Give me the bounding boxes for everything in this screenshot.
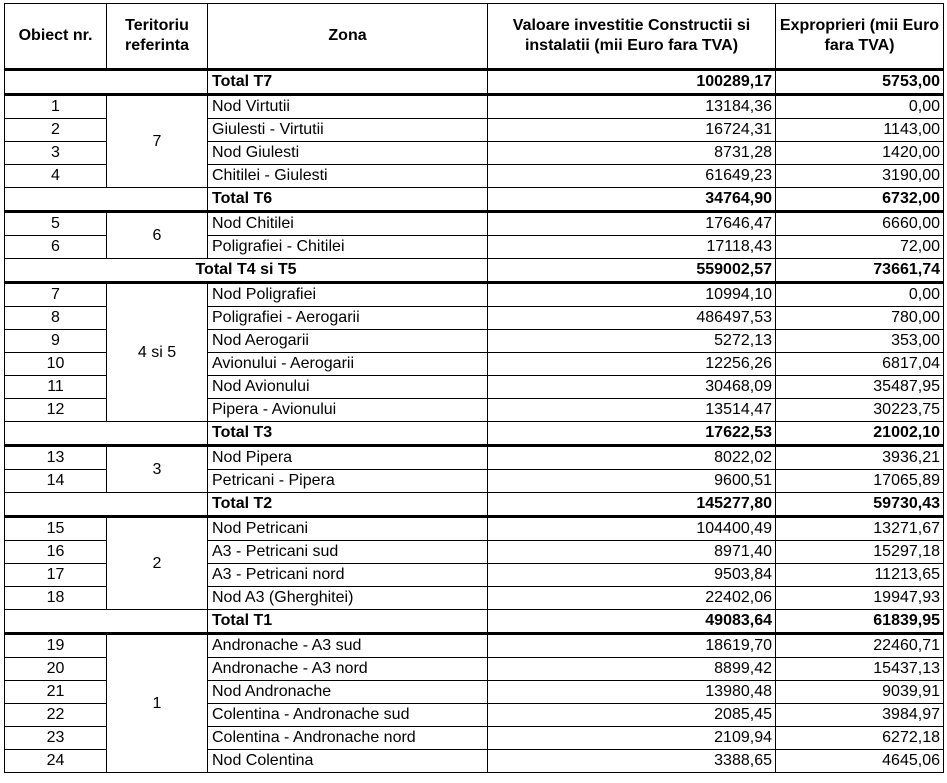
table-row xyxy=(5,634,944,658)
total-label: Total T1 xyxy=(208,610,488,634)
exproprieri-cell: 15297,18 xyxy=(776,541,944,564)
zona-cell: Nod Petricani xyxy=(208,517,488,541)
valoare-cell: 8731,28 xyxy=(488,142,776,165)
zona-cell: Nod Poligrafiei xyxy=(208,283,488,307)
zona-cell: Pipera - Avionului xyxy=(208,399,488,422)
obiect-nr: 21 xyxy=(5,681,107,704)
total-spacer xyxy=(5,422,208,446)
header-obiect: Obiect nr. xyxy=(5,4,107,70)
valoare-cell: 3388,65 xyxy=(488,750,776,773)
table-body xyxy=(5,70,944,773)
table-row xyxy=(5,446,944,470)
valoare-cell: 2085,45 xyxy=(488,704,776,727)
valoare-cell: 2109,94 xyxy=(488,727,776,750)
total-exproprieri: 61839,95 xyxy=(776,610,944,634)
obiect-nr: 14 xyxy=(5,470,107,493)
obiect-nr: 22 xyxy=(5,704,107,727)
header-exproprieri: Exproprieri (mii Euro fara TVA) xyxy=(776,4,944,70)
valoare-cell: 18619,70 xyxy=(488,634,776,658)
total-row xyxy=(5,259,944,283)
teritoriu-cell: 3 xyxy=(107,446,208,493)
total-valoare: 34764,90 xyxy=(488,188,776,212)
teritoriu-cell: 2 xyxy=(107,517,208,610)
header-row xyxy=(5,4,944,70)
teritoriu-cell: 7 xyxy=(107,95,208,188)
total-exproprieri: 73661,74 xyxy=(776,259,944,283)
zona-cell: Andronache - A3 nord xyxy=(208,658,488,681)
valoare-cell: 61649,23 xyxy=(488,165,776,188)
obiect-nr: 4 xyxy=(5,165,107,188)
zona-cell: Colentina - Andronache nord xyxy=(208,727,488,750)
exproprieri-cell: 353,00 xyxy=(776,330,944,353)
total-valoare: 559002,57 xyxy=(488,259,776,283)
total-label: Total T4 si T5 xyxy=(5,259,488,283)
exproprieri-cell: 0,00 xyxy=(776,283,944,307)
exproprieri-cell: 3984,97 xyxy=(776,704,944,727)
zona-cell: Nod Andronache xyxy=(208,681,488,704)
zona-cell: Chitilei - Giulesti xyxy=(208,165,488,188)
teritoriu-cell: 4 si 5 xyxy=(107,283,208,422)
teritoriu-cell: 1 xyxy=(107,634,208,773)
obiect-nr: 15 xyxy=(5,517,107,541)
exproprieri-cell: 4645,06 xyxy=(776,750,944,773)
valoare-cell: 8022,02 xyxy=(488,446,776,470)
zona-cell: Nod A3 (Gherghitei) xyxy=(208,587,488,610)
valoare-cell: 486497,53 xyxy=(488,307,776,330)
valoare-cell: 22402,06 xyxy=(488,587,776,610)
header-teritoriu: Teritoriu referinta xyxy=(107,4,208,70)
valoare-cell: 12256,26 xyxy=(488,353,776,376)
zona-cell: Poligrafiei - Chitilei xyxy=(208,236,488,259)
obiect-nr: 13 xyxy=(5,446,107,470)
zona-cell: Nod Virtutii xyxy=(208,95,488,119)
obiect-nr: 10 xyxy=(5,353,107,376)
total-spacer xyxy=(5,188,208,212)
valoare-cell: 17646,47 xyxy=(488,212,776,236)
obiect-nr: 17 xyxy=(5,564,107,587)
header-zona: Zona xyxy=(208,4,488,70)
total-label: Total T2 xyxy=(208,493,488,517)
valoare-cell: 13184,36 xyxy=(488,95,776,119)
zona-cell: A3 - Petricani nord xyxy=(208,564,488,587)
valoare-cell: 104400,49 xyxy=(488,517,776,541)
teritoriu-cell: 6 xyxy=(107,212,208,259)
total-row xyxy=(5,610,944,634)
total-label: Total T7 xyxy=(208,70,488,95)
total-spacer xyxy=(5,610,208,634)
obiect-nr: 20 xyxy=(5,658,107,681)
header-valoare: Valoare investitie Constructii si instalatii (mii Euro fara TVA) xyxy=(488,4,776,70)
exproprieri-cell: 19947,93 xyxy=(776,587,944,610)
total-valoare: 100289,17 xyxy=(488,70,776,95)
exproprieri-cell: 72,00 xyxy=(776,236,944,259)
valoare-cell: 9600,51 xyxy=(488,470,776,493)
obiect-nr: 5 xyxy=(5,212,107,236)
obiect-nr: 19 xyxy=(5,634,107,658)
valoare-cell: 17118,43 xyxy=(488,236,776,259)
obiect-nr: 3 xyxy=(5,142,107,165)
table-row xyxy=(5,517,944,541)
table-row xyxy=(5,212,944,236)
investment-table xyxy=(4,3,944,773)
exproprieri-cell: 11213,65 xyxy=(776,564,944,587)
zona-cell: Colentina - Andronache sud xyxy=(208,704,488,727)
zona-cell: Giulesti - Virtutii xyxy=(208,119,488,142)
exproprieri-cell: 3190,00 xyxy=(776,165,944,188)
valoare-cell: 5272,13 xyxy=(488,330,776,353)
total-row xyxy=(5,493,944,517)
exproprieri-cell: 6660,00 xyxy=(776,212,944,236)
zona-cell: Petricani - Pipera xyxy=(208,470,488,493)
exproprieri-cell: 1420,00 xyxy=(776,142,944,165)
valoare-cell: 9503,84 xyxy=(488,564,776,587)
zona-cell: Nod Chitilei xyxy=(208,212,488,236)
total-label: Total T6 xyxy=(208,188,488,212)
valoare-cell: 13980,48 xyxy=(488,681,776,704)
zona-cell: Nod Aerogarii xyxy=(208,330,488,353)
exproprieri-cell: 780,00 xyxy=(776,307,944,330)
exproprieri-cell: 35487,95 xyxy=(776,376,944,399)
total-row xyxy=(5,70,944,95)
obiect-nr: 12 xyxy=(5,399,107,422)
total-valoare: 17622,53 xyxy=(488,422,776,446)
obiect-nr: 23 xyxy=(5,727,107,750)
valoare-cell: 8971,40 xyxy=(488,541,776,564)
table-row xyxy=(5,283,944,307)
exproprieri-cell: 1143,00 xyxy=(776,119,944,142)
zona-cell: Nod Colentina xyxy=(208,750,488,773)
obiect-nr: 18 xyxy=(5,587,107,610)
total-exproprieri: 5753,00 xyxy=(776,70,944,95)
exproprieri-cell: 0,00 xyxy=(776,95,944,119)
exproprieri-cell: 3936,21 xyxy=(776,446,944,470)
obiect-nr: 2 xyxy=(5,119,107,142)
exproprieri-cell: 30223,75 xyxy=(776,399,944,422)
zona-cell: Nod Giulesti xyxy=(208,142,488,165)
zona-cell: Nod Avionului xyxy=(208,376,488,399)
zona-cell: Poligrafiei - Aerogarii xyxy=(208,307,488,330)
zona-cell: A3 - Petricani sud xyxy=(208,541,488,564)
valoare-cell: 10994,10 xyxy=(488,283,776,307)
valoare-cell: 16724,31 xyxy=(488,119,776,142)
exproprieri-cell: 13271,67 xyxy=(776,517,944,541)
total-label: Total T3 xyxy=(208,422,488,446)
exproprieri-cell: 6272,18 xyxy=(776,727,944,750)
total-exproprieri: 21002,10 xyxy=(776,422,944,446)
exproprieri-cell: 15437,13 xyxy=(776,658,944,681)
exproprieri-cell: 9039,91 xyxy=(776,681,944,704)
zona-cell: Nod Pipera xyxy=(208,446,488,470)
obiect-nr: 8 xyxy=(5,307,107,330)
valoare-cell: 8899,42 xyxy=(488,658,776,681)
zona-cell: Andronache - A3 sud xyxy=(208,634,488,658)
obiect-nr: 1 xyxy=(5,95,107,119)
valoare-cell: 30468,09 xyxy=(488,376,776,399)
total-exproprieri: 59730,43 xyxy=(776,493,944,517)
total-exproprieri: 6732,00 xyxy=(776,188,944,212)
obiect-nr: 24 xyxy=(5,750,107,773)
exproprieri-cell: 6817,04 xyxy=(776,353,944,376)
valoare-cell: 13514,47 xyxy=(488,399,776,422)
exproprieri-cell: 17065,89 xyxy=(776,470,944,493)
total-row xyxy=(5,422,944,446)
total-spacer xyxy=(5,493,208,517)
obiect-nr: 11 xyxy=(5,376,107,399)
total-valoare: 49083,64 xyxy=(488,610,776,634)
obiect-nr: 6 xyxy=(5,236,107,259)
exproprieri-cell: 22460,71 xyxy=(776,634,944,658)
obiect-nr: 7 xyxy=(5,283,107,307)
zona-cell: Avionului - Aerogarii xyxy=(208,353,488,376)
total-row xyxy=(5,188,944,212)
total-spacer xyxy=(5,70,208,95)
obiect-nr: 16 xyxy=(5,541,107,564)
obiect-nr: 9 xyxy=(5,330,107,353)
table-row xyxy=(5,95,944,119)
total-valoare: 145277,80 xyxy=(488,493,776,517)
